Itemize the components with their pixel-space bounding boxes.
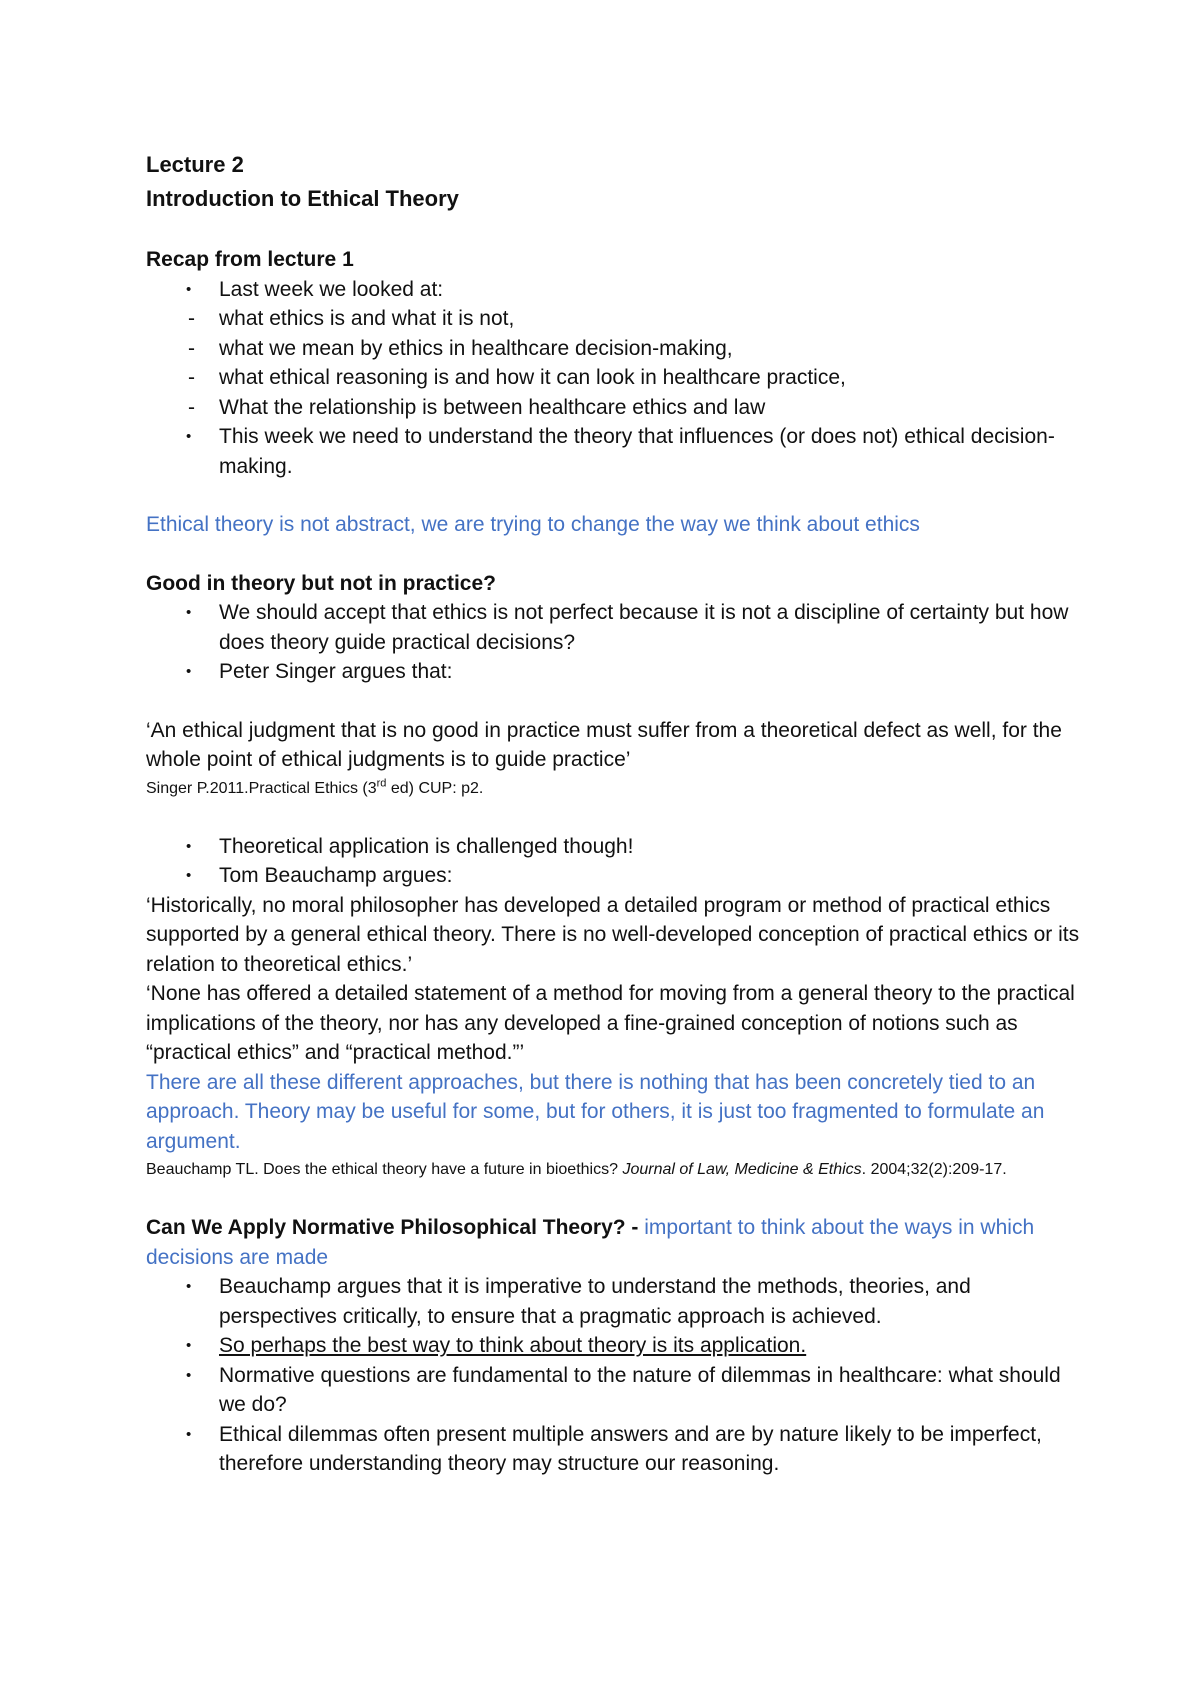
bullet-icon: • <box>186 428 192 445</box>
list-item: • Ethical dilemmas often present multiple answers and are by nature likely to be imperfect, therefore understanding theory may structure our reasoning. <box>146 1420 1081 1479</box>
beauchamp-quote-2: ‘None has offered a detailed statement of a method for moving from a general theory to the practical implications of the theory, nor has any developed a fine-grained conception of notions such as “practical ethics” and “practical method.”’ <box>146 982 1075 1064</box>
list-item: • We should accept that ethics is not perfect because it is not a discipline of certainty but how does theory guide practical decisions? <box>146 598 1081 657</box>
list-item: • Normative questions are fundamental to the nature of dilemmas in healthcare: what should we do? <box>146 1361 1081 1420</box>
list-item: • Peter Singer argues that: <box>146 657 1081 687</box>
section-heading-good-in-theory: Good in theory but not in practice? <box>146 571 496 595</box>
list-item: • Beauchamp argues that it is imperative to understand the methods, theories, and perspectives critically, to ensure that a pragmatic approach is achieved. <box>146 1272 1081 1331</box>
list-item: - what ethics is and what it is not, <box>146 304 1081 334</box>
annotation-note: Ethical theory is not abstract, we are trying to change the way we think about ethics <box>146 513 920 536</box>
bullet-icon: • <box>186 1425 192 1443</box>
dash-icon: - <box>188 366 195 389</box>
bullet-icon: • <box>186 867 192 884</box>
list-item: • Theoretical application is challenged though! <box>146 832 1081 862</box>
lecture-number: Lecture 2 <box>146 152 244 177</box>
section-heading-recap: Recap from lecture 1 <box>146 248 354 271</box>
bullet-icon: • <box>186 1366 192 1384</box>
bullet-icon: • <box>186 837 192 855</box>
list-item: • This week we need to understand the theory that influences (or does not) ethical decision-making. <box>146 422 1081 481</box>
dash-icon: - <box>188 395 195 419</box>
bullet-icon: • <box>186 1337 192 1354</box>
singer-citation: Singer P.2011.Practical Ethics (3rd ed) CUP: p2. <box>146 777 484 797</box>
list-item: • Last week we looked at: <box>146 275 1081 305</box>
bullet-icon: • <box>186 663 192 680</box>
section-heading-normative: Can We Apply Normative Philosophical Theory? - important to think about the ways in which decisions are made <box>146 1216 1035 1269</box>
beauchamp-quote-1: ‘Historically, no moral philosopher has developed a detailed program or method of practical ethics supported by a general ethical theory. There is no well-developed conception of practical ethics or its relation to theoretical ethics.’ <box>146 893 1080 976</box>
beauchamp-citation: Beauchamp TL. Does the ethical theory have a future in bioethics? Journal of Law, Medicine & Ethics. 2004;32(2):209-17. <box>146 1161 1007 1178</box>
dash-icon: - <box>188 336 195 360</box>
annotation-note: There are all these different approaches, but there is nothing that has been concretely tied to an approach. Theory may be useful for some, but for others, it is just too fragmented to formulate an argument. <box>146 1070 1045 1153</box>
list-item: • Tom Beauchamp argues: <box>146 861 1081 891</box>
list-item: - what we mean by ethics in healthcare decision-making, <box>146 334 1081 364</box>
lecture-title: Introduction to Ethical Theory <box>146 186 459 211</box>
list-item: • So perhaps the best way to think about theory is its application. <box>146 1331 1081 1361</box>
bullet-icon: • <box>186 1278 192 1295</box>
list-item: - what ethical reasoning is and how it can look in healthcare practice, <box>146 363 1081 393</box>
dash-icon: - <box>188 307 195 330</box>
bullet-icon: • <box>186 604 192 621</box>
document-body <box>146 148 1081 1479</box>
list-item: - What the relationship is between healthcare ethics and law <box>146 393 1081 423</box>
bullet-icon: • <box>186 280 192 298</box>
singer-quote: ‘An ethical judgment that is no good in practice must suffer from a theoretical defect as well, for the whole point of ethical judgments is to guide practice’ <box>146 718 1062 771</box>
